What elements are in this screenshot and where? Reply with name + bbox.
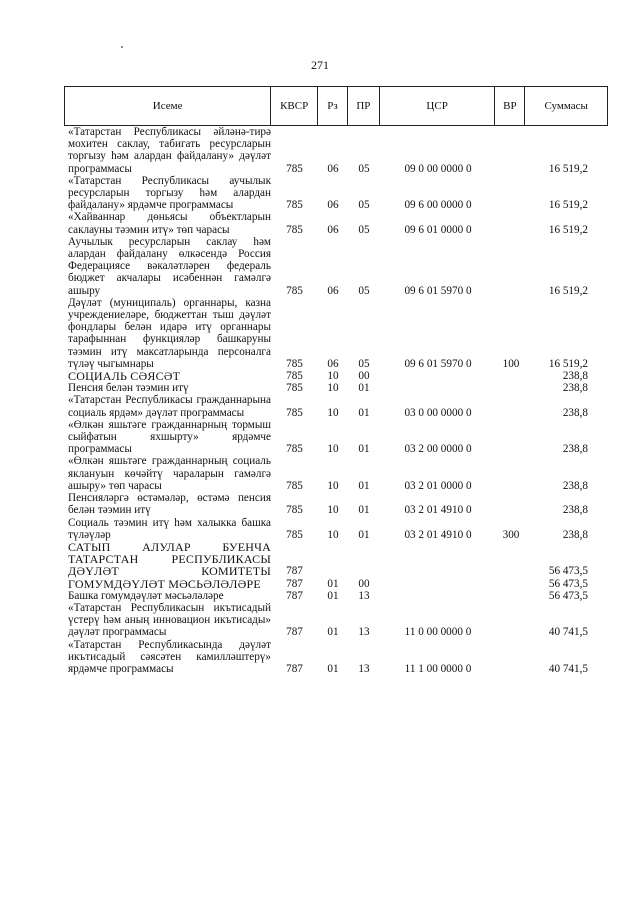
row-name: «Татарстан Республикасы гражданнарына социаль ярдәм» дәүләт программасы [68,394,271,419]
header-kvsr: КВСР [271,87,318,125]
row-csr: 09 6 00 0000 0 [404,199,472,212]
row-pr: 01 [358,382,370,395]
row-sum: 16 519,2 [548,284,588,297]
row-pr: 05 [358,162,370,175]
row-vr: 100 [502,357,520,370]
row-kvsr: 785 [286,357,303,370]
row-name: «Татарстан Республикасы әйләнә-тирә мохитен саклау, табигать ресурсларын торгызу һәм алардан файдалану» дәүләт программасы [68,126,271,175]
header-name: Исеме [65,87,271,125]
table-row [64,297,624,370]
row-name: Аучылык ресурсларын саклау һәм алардан файдалану өлкәсендә Россия Федерациясе вәкаләтләрен федераль бюджет акчалары исәбеннән гамәлгә ашыру [68,235,271,297]
row-rz: 06 [327,357,339,370]
row-rz: 10 [327,504,339,517]
row-csr: 11 0 00 0000 0 [404,626,472,639]
row-csr: 03 2 01 4910 0 [404,504,472,517]
row-sum: 56 473,5 [548,577,588,590]
row-name: «Татарстан Республикасы аучылык ресурсларын торгызу һәм алардан файдалану» ярдәмче программасы [68,174,271,212]
header-rz: Рз [318,87,348,125]
row-sum: 238,8 [562,504,588,517]
row-kvsr: 787 [286,577,303,590]
row-pr: 05 [358,223,370,236]
row-pr: 01 [358,443,370,456]
row-sum: 40 741,5 [548,662,588,675]
row-kvsr: 785 [286,223,303,236]
row-pr: 01 [358,504,370,517]
row-name: «Татарстан Республикасында дәүләт икътисадый сәясәтен камилләштерү» ярдәмче программасы [68,638,271,675]
row-pr: 00 [358,577,370,590]
row-pr: 05 [358,199,370,212]
table-row [64,211,624,235]
row-name: САТЫП АЛУЛАР БУЕНЧА ТАТАРСТАН РЕСПУБЛИКАСЫ ДӘҮЛӘТ КОМИТЕТЫ [68,539,271,579]
row-kvsr: 785 [286,370,303,383]
row-csr: 09 6 01 5970 0 [404,357,472,370]
row-sum: 56 473,5 [548,565,588,578]
table-row [64,455,624,492]
header-pr: ПР [348,87,380,125]
table-row [64,126,624,175]
row-rz: 10 [327,370,339,383]
row-pr: 05 [358,357,370,370]
row-kvsr: 785 [286,284,303,297]
row-name: Пенсияләргә өстәмәләр, өстәмә пенсия белән тәэмин итү [68,492,271,517]
row-rz: 06 [327,162,339,175]
table-row [64,236,624,297]
scan-speck [121,46,123,48]
row-kvsr: 785 [286,382,303,395]
row-name: Дәүләт (муниципаль) органнары, казна учреждениеләре, бюджеттан тыш дәүләт фондлары белән идарә итү органнары тарафыннан функцияләр башкаруны тәэмин итү максатларында персоналга түләү чыгымнары [68,296,271,370]
row-sum: 16 519,2 [548,223,588,236]
row-sum: 16 519,2 [548,199,588,212]
row-rz: 10 [327,443,339,456]
table-header [64,86,608,126]
table-row [64,175,624,212]
row-vr: 300 [502,528,520,541]
row-name: Башка гомумдәүләт мәсьәләләре [68,589,224,602]
row-rz: 10 [327,528,339,541]
table-row [64,419,624,456]
row-kvsr: 785 [286,443,303,456]
row-pr: 05 [358,284,370,297]
row-rz: 10 [327,382,339,395]
row-sum: 238,8 [562,528,588,541]
row-csr: 09 6 01 0000 0 [404,223,472,236]
row-kvsr: 785 [286,528,303,541]
row-rz: 06 [327,223,339,236]
table-row [64,394,624,418]
row-name: «Өлкән яшьтәге гражданнарның социаль яклануын көчәйтү чараларын гамәлгә ашыру» төп чарасы [68,455,271,492]
row-rz: 01 [327,589,339,602]
row-sum: 16 519,2 [548,162,588,175]
row-name: «Хайваннар дөньясы объектларын саклауны тәэмин итү» төп чарасы [68,211,271,236]
table-row [64,578,624,590]
row-pr: 01 [358,528,370,541]
table-row [64,382,624,394]
row-kvsr: 787 [286,626,303,639]
row-sum: 238,8 [562,406,588,419]
row-sum: 238,8 [562,443,588,456]
row-kvsr: 787 [286,589,303,602]
row-name: ГОМУМДӘҮЛӘТ МӘСЬӘЛӘЛӘРЕ [68,576,261,591]
header-sum: Суммасы [544,100,588,112]
row-pr: 00 [358,370,370,383]
row-name: «Татарстан Республикасын икътисадый үстерү һәм аның инновацион икътисады» дәүләт программасы [68,601,271,639]
header-csr: ЦСР [380,87,496,125]
row-pr: 01 [358,479,370,492]
row-name: «Өлкән яшьтәге гражданнарның тормыш сыйфатын яхшырту» ярдәмче программасы [68,418,271,456]
row-sum: 40 741,5 [548,626,588,639]
row-csr: 03 2 01 0000 0 [404,479,472,492]
row-kvsr: 785 [286,406,303,419]
table-row [64,370,624,382]
table-row [64,602,624,639]
row-csr: 03 2 01 4910 0 [404,528,472,541]
table-row [64,492,624,516]
row-csr: 03 2 00 0000 0 [404,443,472,456]
row-sum: 238,8 [562,479,588,492]
row-kvsr: 787 [286,662,303,675]
row-rz: 01 [327,626,339,639]
row-sum: 238,8 [562,382,588,395]
header-vr: ВР [495,87,525,125]
row-name: СОЦИАЛЬ СӘЯСӘТ [68,369,181,384]
row-pr: 13 [358,589,370,602]
row-kvsr: 787 [286,565,303,578]
table-row [64,639,624,676]
row-sum: 238,8 [562,370,588,383]
row-name: Пенсия белән тәэмин итү [68,382,189,395]
row-csr: 03 0 00 0000 0 [404,406,472,419]
row-pr: 01 [358,406,370,419]
row-csr: 09 6 01 5970 0 [404,284,472,297]
row-name: Социаль тәэмин итү һәм халыкка башка түләүләр [68,516,271,541]
table-row [64,590,624,602]
page-number: 271 [311,58,329,72]
table-row [64,541,624,578]
row-pr: 13 [358,662,370,675]
row-kvsr: 785 [286,199,303,212]
row-rz: 01 [327,662,339,675]
table-row [64,517,624,541]
row-rz: 10 [327,479,339,492]
row-sum: 16 519,2 [548,357,588,370]
row-rz: 06 [327,199,339,212]
row-rz: 10 [327,406,339,419]
row-rz: 01 [327,577,339,590]
row-kvsr: 785 [286,504,303,517]
row-rz: 06 [327,284,339,297]
row-kvsr: 785 [286,479,303,492]
budget-table-body [64,126,624,675]
row-kvsr: 785 [286,162,303,175]
row-sum: 56 473,5 [548,589,588,602]
row-csr: 11 1 00 0000 0 [404,662,472,675]
row-csr: 09 0 00 0000 0 [404,162,472,175]
row-pr: 13 [358,626,370,639]
